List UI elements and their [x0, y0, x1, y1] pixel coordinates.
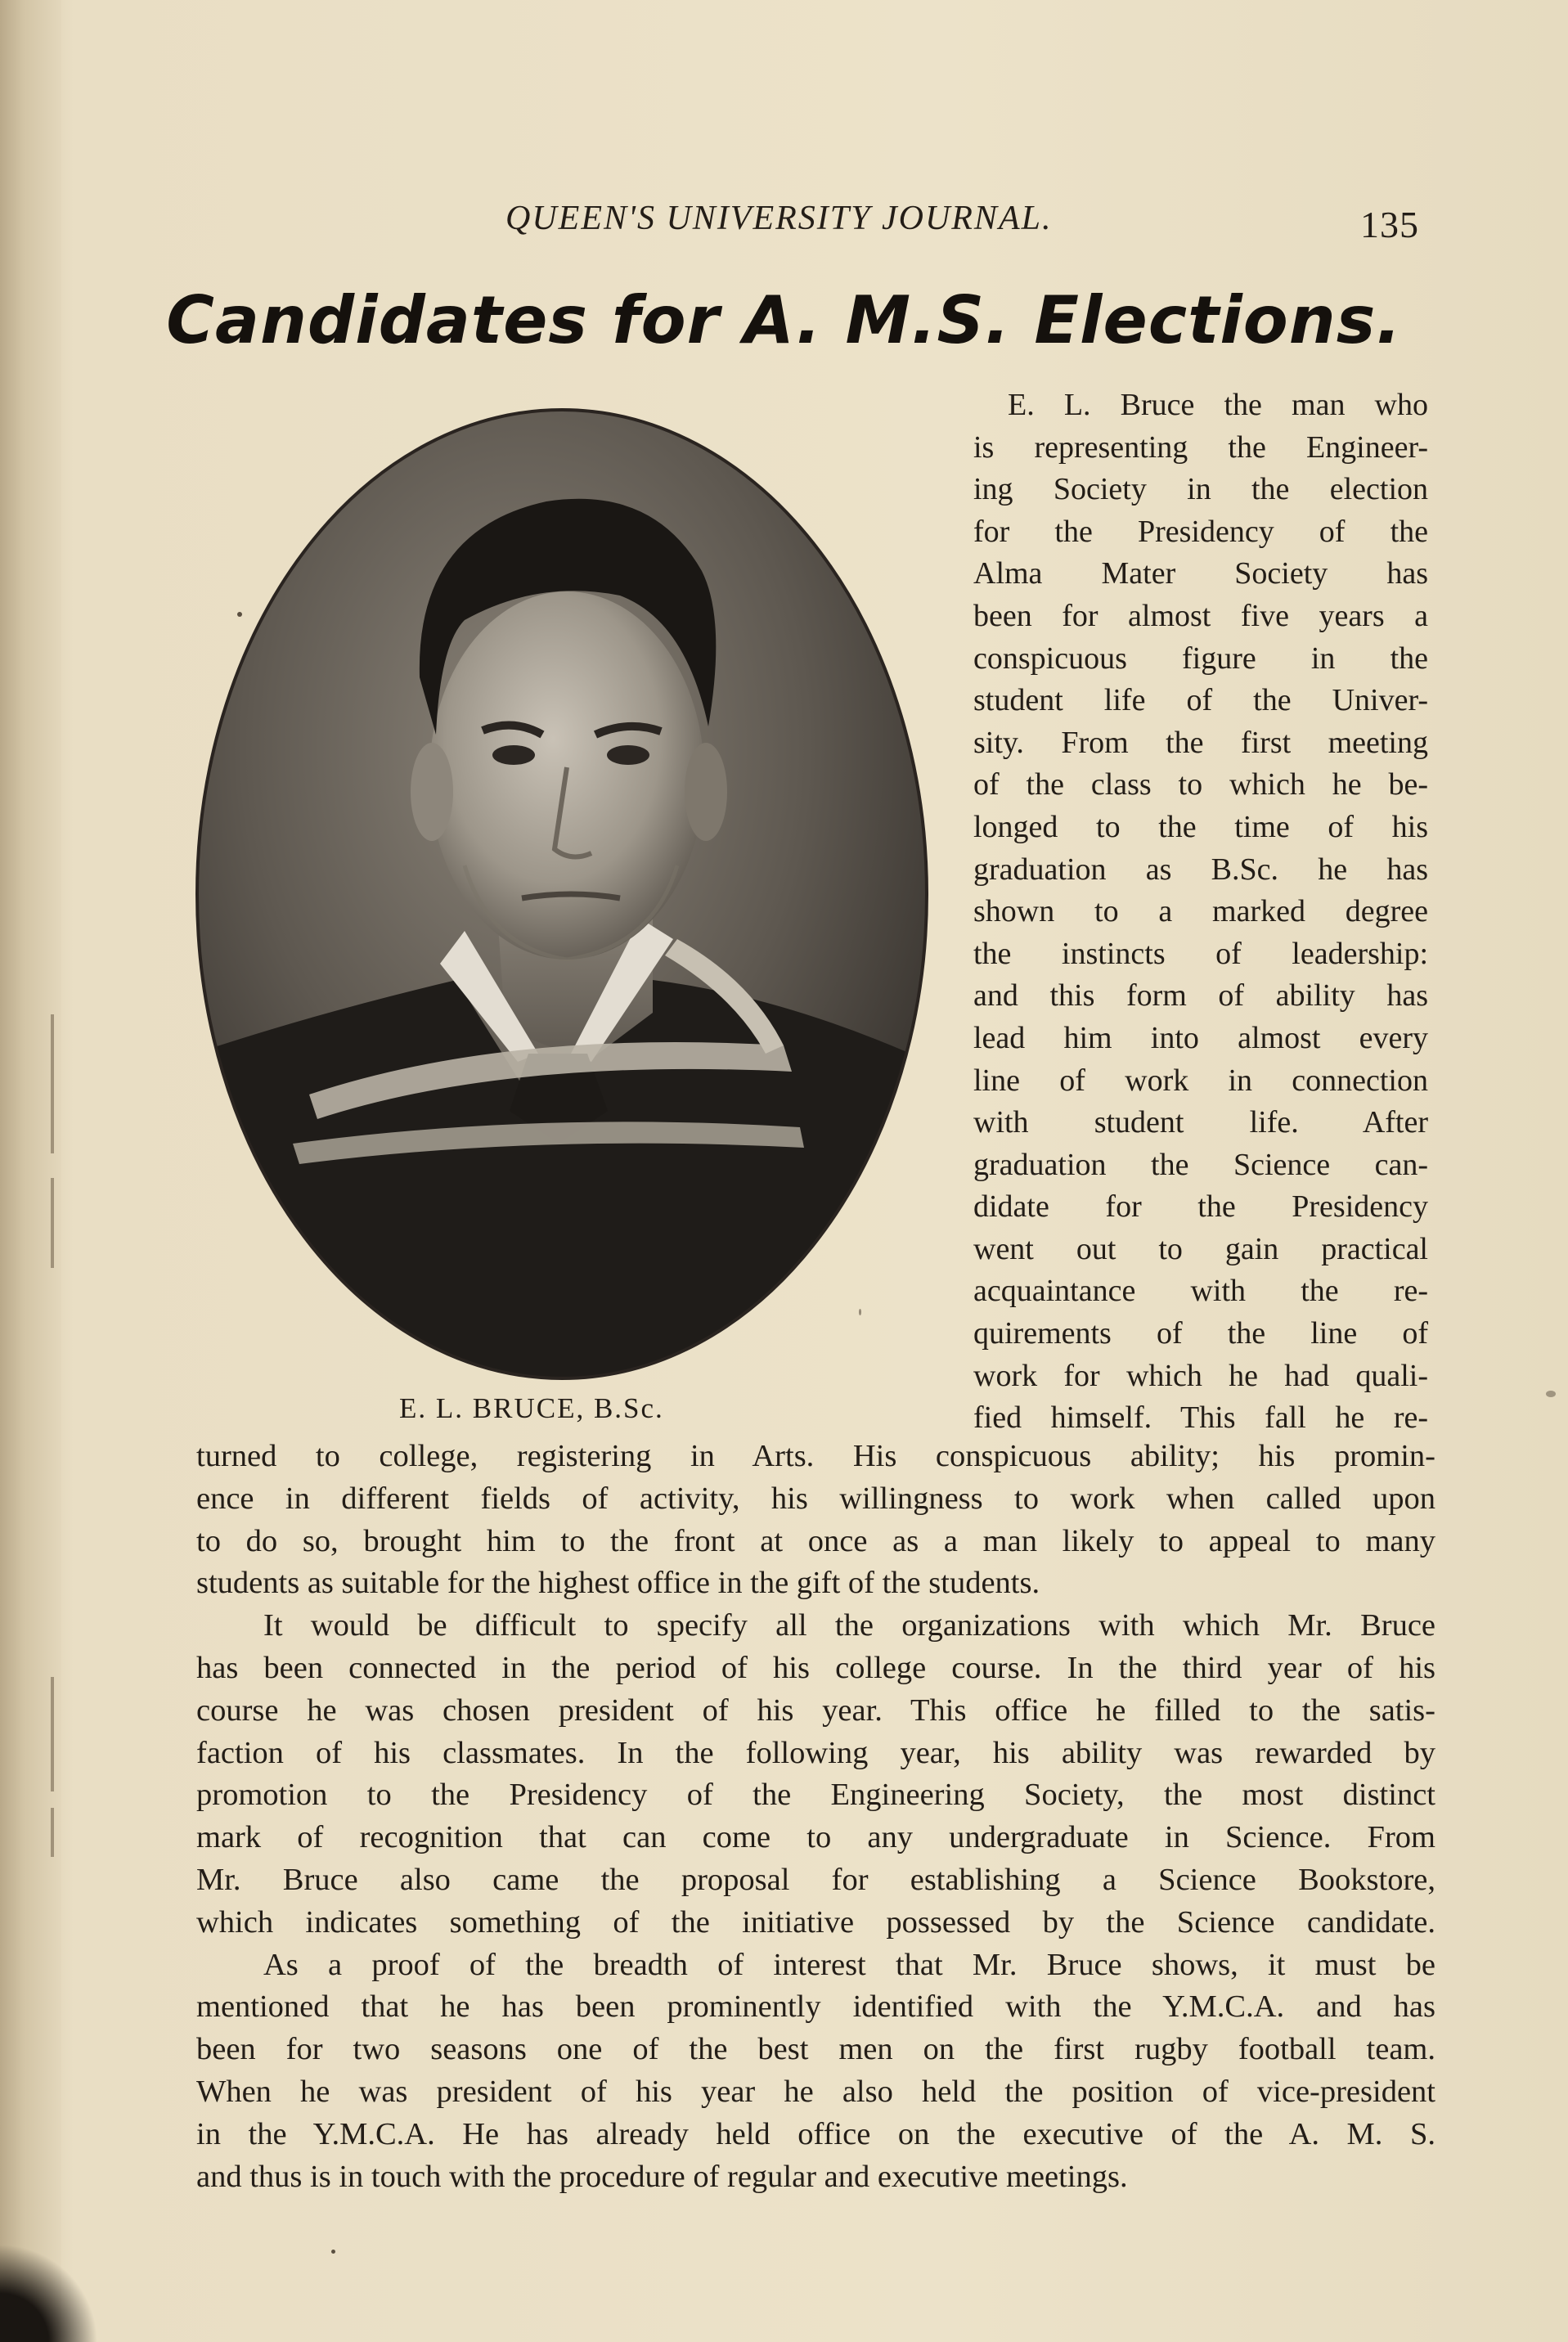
column-line: student life of the Univer- [973, 683, 1428, 718]
article-title: Candidates for A. M.S. Elections. [166, 282, 1402, 358]
body-line: course he was chosen president of his year. This office he filled to the satis- [196, 1692, 1435, 1728]
body-line: turned to college, registering in Arts. His conspicuous ability; his promin- [196, 1439, 1435, 1473]
paper-speck [237, 612, 242, 617]
column-line: didate for the Presidency [973, 1189, 1428, 1225]
body-line: As a proof of the breadth of interest that Mr. Bruce shows, it must be [263, 1947, 1435, 1982]
column-line: work for which he had quali- [973, 1358, 1428, 1393]
body-line: and thus is in touch with the procedure of regular and executive meetings. [196, 2159, 1128, 2194]
column-line: the instincts of leadership: [973, 936, 1428, 971]
column-line: quirements of the line of [973, 1316, 1428, 1351]
column-line: graduation as B.Sc. he has [973, 852, 1428, 887]
body-line: promotion to the Presidency of the Engineering Society, the most distinct [196, 1778, 1435, 1813]
body-line: in the Y.M.C.A. He has already held office on the executive of the A. M. S. [196, 2116, 1435, 2151]
body-line: been for two seasons one of the best men on the first rugby football team. [196, 2032, 1435, 2067]
paper-speck [331, 2250, 335, 2254]
column-line: longed to the time of his [973, 809, 1428, 844]
column-line: graduation the Science can- [973, 1147, 1428, 1182]
column-line: acquaintance with the re- [973, 1274, 1428, 1309]
body-line: faction of his classmates. In the following year, his ability was rewarded by [196, 1735, 1435, 1770]
body-line: has been connected in the period of his college course. In the third year of his [196, 1650, 1435, 1685]
column-line: sity. From the first meeting [973, 725, 1428, 760]
column-line: line of work in connection [973, 1063, 1428, 1098]
gutter-mark [51, 1677, 54, 1791]
paper-speck [1546, 1391, 1556, 1397]
column-line: Alma Mater Society has [973, 556, 1428, 591]
gutter-mark [51, 1178, 54, 1268]
gutter-mark [51, 1808, 54, 1857]
column-line: been for almost five years a [973, 598, 1428, 633]
paper-speck [859, 1309, 861, 1315]
column-line: shown to a marked degree [973, 894, 1428, 929]
column-line: of the class to which he be- [973, 767, 1428, 802]
column-text [973, 384, 1428, 1440]
column-line: ing Society in the election [973, 472, 1428, 507]
running-head: QUEEN'S UNIVERSITY JOURNAL. [505, 200, 1053, 237]
body-line: ence in different fields of activity, his willingness to work when called upon [196, 1481, 1435, 1516]
column-line: with student life. After [973, 1105, 1428, 1140]
body-line: mentioned that he has been prominently identified with the Y.M.C.A. and has [196, 1989, 1435, 2025]
column-line: lead him into almost every [973, 1020, 1428, 1055]
body-line: which indicates something of the initiative possessed by the Science candidate. [196, 1904, 1435, 1940]
column-line: went out to gain practical [973, 1231, 1428, 1266]
body-line: It would be difficult to specify all the organizations with which Mr. Bruce [263, 1608, 1435, 1643]
column-line: fied himself. This fall he re- [973, 1400, 1428, 1436]
column-line: and this form of ability has [973, 978, 1428, 1014]
body-line: Mr. Bruce also came the proposal for establishing a Science Bookstore, [196, 1862, 1435, 1897]
page-corner-shadow [0, 2244, 98, 2342]
column-line: conspicuous figure in the [973, 641, 1428, 676]
body-text [196, 1436, 1435, 2198]
body-line: students as suitable for the highest office in the gift of the students. [196, 1566, 1040, 1601]
body-line: mark of recognition that can come to any undergraduate in Science. From [196, 1820, 1435, 1855]
body-line: to do so, brought him to the front at once as a man likely to appeal to many [196, 1523, 1435, 1558]
page-number: 135 [1360, 204, 1419, 245]
body-line: When he was president of his year he also held the position of vice-president [196, 2074, 1435, 2109]
portrait-photo [195, 407, 929, 1381]
column-line: for the Presidency of the [973, 514, 1428, 549]
column-line: is representing the Engineer- [973, 429, 1428, 465]
portrait-caption: E. L. BRUCE, B.Sc. [399, 1392, 664, 1424]
column-line: E. L. Bruce the man who [1008, 388, 1428, 422]
gutter-mark [51, 1014, 54, 1153]
